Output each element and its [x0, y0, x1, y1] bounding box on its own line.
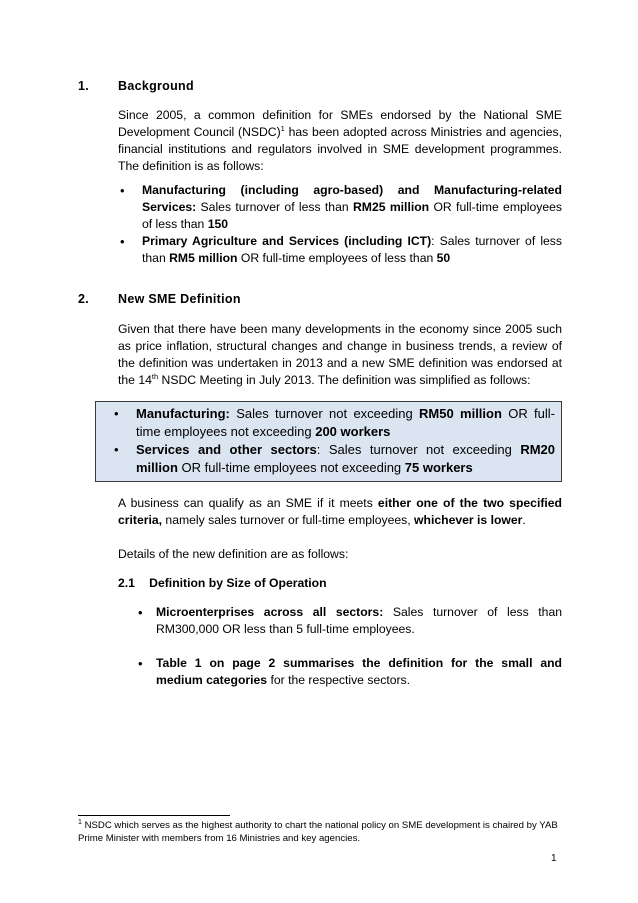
section-1-text-b: has been adopted across Ministries and agencies, financial institutions and regulators involved in SME development programmes. The definition is as follows:: [118, 125, 562, 173]
bullet-value: 75 workers: [404, 460, 473, 475]
footnote: [78, 819, 560, 845]
section-2-text-a: Given that there have been many developments in the economy since 2005 such as price inflation, structural changes and change in business trends, a review of the definition was undertaken in 2013 and a new SME definition was endorsed at the 14: [118, 322, 562, 387]
section-2-heading: [78, 291, 241, 308]
section-1-heading: [78, 78, 194, 95]
section-1-bullet-list: [118, 182, 562, 267]
bullet-value: 150: [207, 217, 229, 231]
bullet-text: for the respective sectors.: [267, 673, 411, 687]
bullet-heading: Services and other sectors: [136, 442, 317, 457]
qualify-emphasis: whichever is lower: [414, 513, 523, 527]
qualify-text: namely sales turnover or full-time employees,: [162, 513, 415, 527]
qualify-text: .: [522, 513, 526, 527]
bullet-value: RM25 million: [352, 200, 430, 214]
list-item: [138, 655, 562, 689]
bullet-heading: Manufacturing (including agro-based) and Manufacturing-related Services:: [142, 183, 562, 214]
bullet-text: OR full-time employees not exceeding: [136, 406, 556, 439]
subsection-bullet-list: [138, 604, 562, 706]
qualify-emphasis: either one of the two specified criteria,: [118, 496, 563, 527]
bullet-value: RM50 million: [419, 406, 502, 421]
bullet-text: : Sales turnover of less than: [142, 234, 562, 265]
list-item: [118, 182, 562, 233]
bullet-text: OR full-time employees of less than: [237, 251, 437, 265]
section-1-paragraph: [118, 107, 562, 175]
bullet-value: 200 workers: [315, 424, 391, 439]
list-item: [138, 604, 562, 638]
bullet-value: 50: [436, 251, 451, 265]
subsection-2-1-heading: [118, 575, 327, 592]
bullet-heading: Table 1 on page 2 summarises the definition for the small and medium categories: [156, 656, 562, 687]
list-item: [96, 441, 561, 477]
new-definition-box: [95, 401, 562, 482]
bullet-icon: •: [138, 656, 143, 671]
bullet-icon: •: [120, 234, 125, 249]
list-item: [118, 233, 562, 267]
bullet-value: RM5 million: [169, 251, 238, 265]
qualify-text: A business can qualify as an SME if it meets: [118, 496, 378, 510]
bullet-icon: •: [138, 605, 143, 620]
bullet-text: : Sales turnover not exceeding: [316, 442, 521, 457]
bullet-value: RM20 million: [136, 442, 555, 475]
bullet-text: Sales turnover of less than RM300,000 OR less than 5 full-time employees.: [156, 605, 563, 636]
page-number: 1: [551, 853, 557, 864]
bullet-icon: •: [120, 183, 125, 198]
bullet-text: OR full-time employees of less than: [142, 200, 562, 231]
subsection-title: Definition by Size of Operation: [149, 576, 327, 590]
footnote-ref: 1: [280, 123, 285, 133]
details-paragraph: Details of the new definition are as follows:: [118, 547, 349, 561]
subsection-number: 2.1: [118, 576, 135, 590]
bullet-text: Sales turnover not exceeding: [229, 406, 420, 421]
footnote-divider: [78, 815, 230, 816]
bullet-icon: •: [114, 442, 119, 457]
qualify-paragraph: [118, 495, 562, 529]
bullet-text: OR full-time employees not exceeding: [177, 460, 405, 475]
bullet-icon: •: [114, 406, 119, 421]
section-2-number: 2.: [78, 292, 90, 306]
bullet-heading: Manufacturing:: [136, 406, 230, 421]
section-1-text-a: Since 2005, a common definition for SMEs endorsed by the National SME Development Council (NSDC): [118, 108, 562, 139]
section-2-paragraph: [118, 321, 562, 389]
section-1-title: Background: [118, 79, 194, 93]
section-2-title: New SME Definition: [118, 292, 241, 306]
section-1-number: 1.: [78, 79, 90, 93]
bullet-heading: Primary Agriculture and Services (including ICT): [142, 234, 432, 248]
bullet-text: Sales turnover of less than: [196, 200, 353, 214]
footnote-mark: 1: [78, 818, 82, 826]
bullet-heading: Microenterprises across all sectors:: [156, 605, 384, 619]
list-item: [96, 405, 561, 441]
ordinal-suffix: th: [151, 371, 159, 381]
footnote-text: NSDC which serves as the highest authority to chart the national policy on SME development is chaired by YAB Prime Minister with members from 16 Ministries and key agencies.: [78, 820, 558, 844]
section-2-text-b: NSDC Meeting in July 2013. The definition was simplified as follows:: [158, 373, 531, 387]
